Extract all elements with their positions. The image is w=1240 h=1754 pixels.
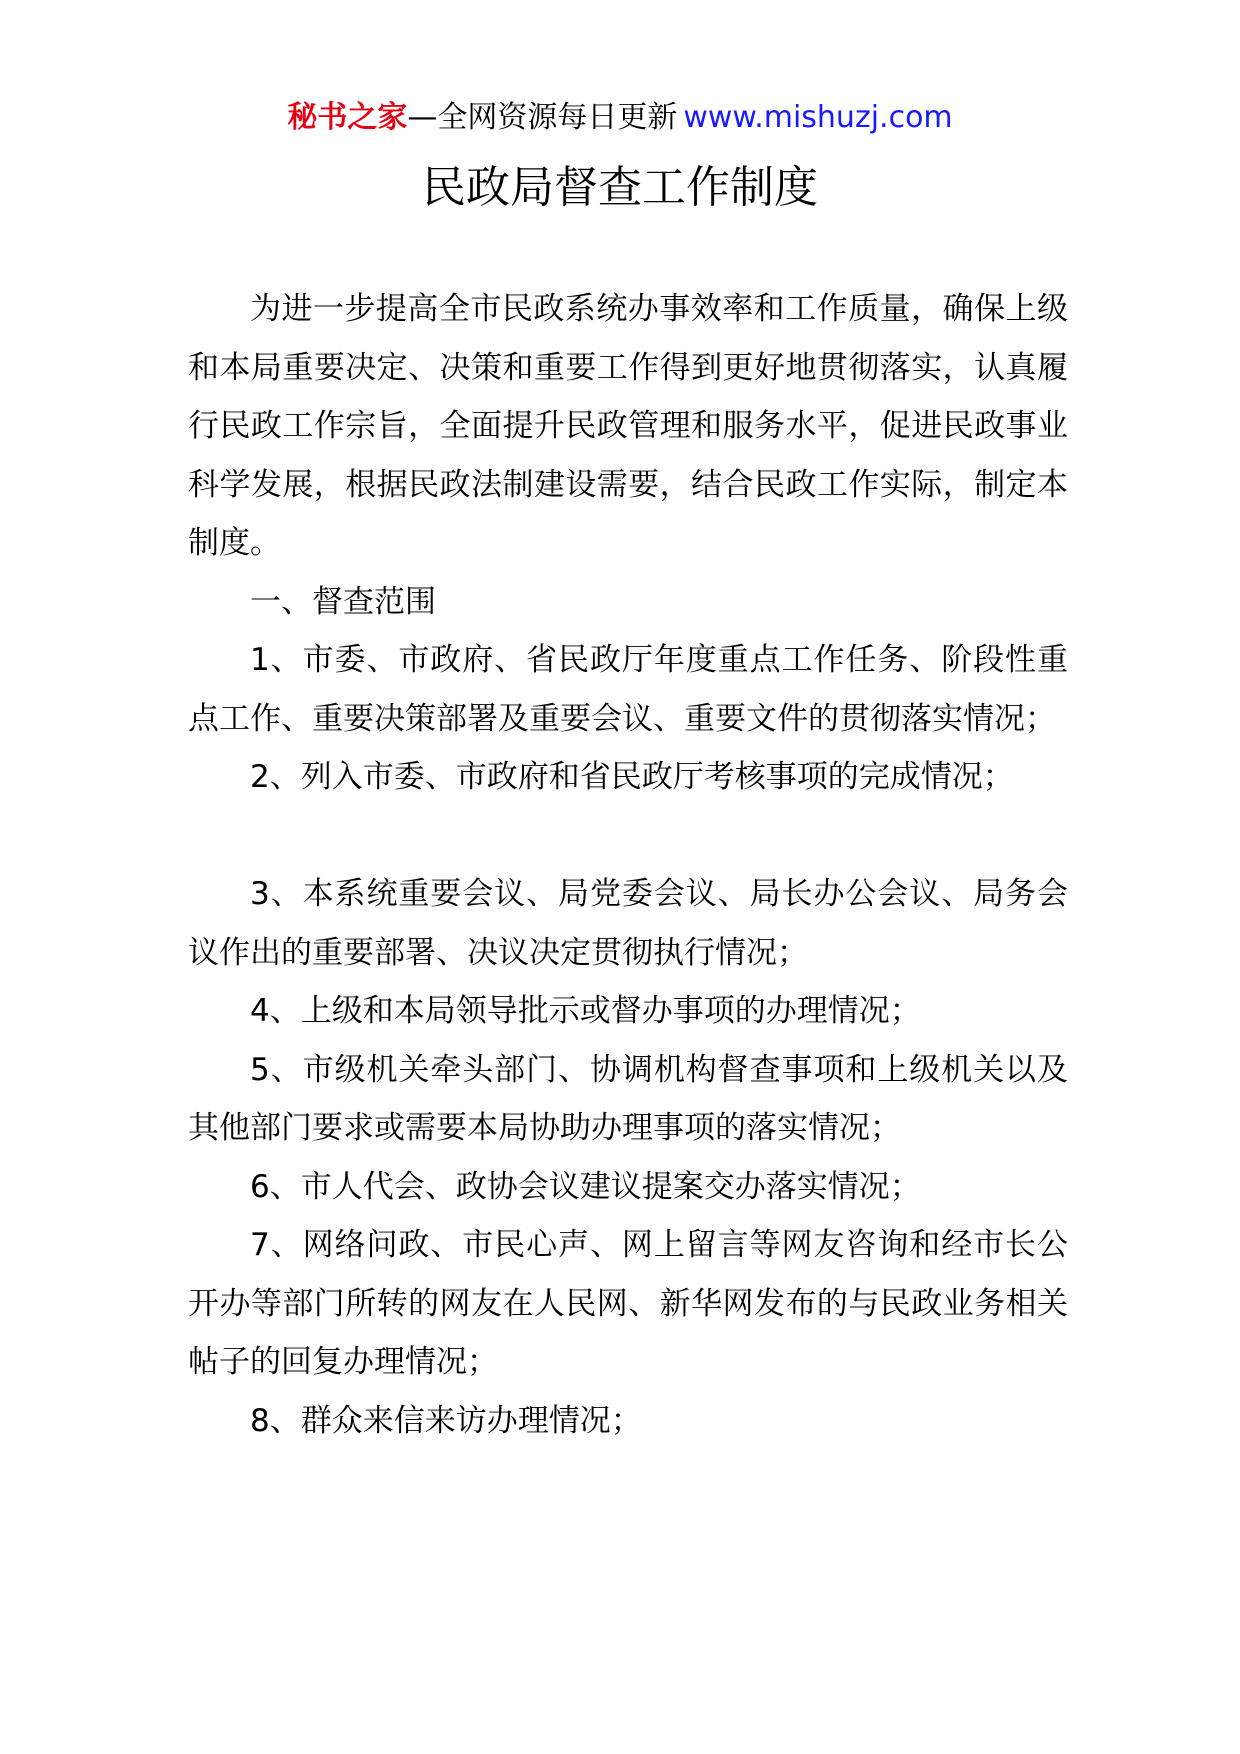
document-title: 民政局督查工作制度 — [422, 162, 818, 213]
intro-paragraph: 为进一步提高全市民政系统办事效率和工作质量，确保上级和本局重要决定、决策和重要工作得到更好地贯彻落实，认真履行民政工作宗旨，全面提升民政管理和服务水平，促进民政事业科学发展，根据民政法制建设需要，结合民政工作实际，制定本制度。 — [188, 291, 1068, 561]
brand-name: 秘书之家 — [287, 100, 408, 135]
document-body — [188, 280, 1068, 1450]
section-heading-scope: 一、督查范围 — [250, 583, 436, 620]
site-header — [0, 98, 1240, 138]
scope-item-7: 7、网络问政、市民心声、网上留言等网友咨询和经市长公开办等部门所转的网友在人民网、新华网发布的与民政业务相关帖子的回复办理情况； — [188, 1227, 1068, 1380]
scope-item-8: 8、群众来信来访办理情况； — [250, 1402, 642, 1439]
scope-item-5: 5、市级机关牵头部门、协调机构督查事项和上级机关以及其他部门要求或需要本局协助办理事项的落实情况； — [188, 1051, 1068, 1146]
scope-item-1: 1、市委、市政府、省民政厅年度重点工作任务、阶段性重点工作、重要决策部署及重要会议、重要文件的贯彻落实情况； — [188, 642, 1068, 737]
scope-item-4: 4、上级和本局领导批示或督办事项的办理情况； — [250, 993, 921, 1029]
scope-item-3: 3、本系统重要会议、局党委会议、局长办公会议、局务会议作出的重要部署、决议决定贯彻执行情况； — [188, 876, 1068, 971]
scope-item-6: 6、市人代会、政协会议建议提案交办落实情况； — [250, 1168, 921, 1205]
site-url-link[interactable]: www.mishuzj.com — [683, 100, 953, 135]
site-slogan: —全网资源每日更新 — [407, 100, 678, 135]
scope-item-2: 2、列入市委、市政府和省民政厅考核事项的完成情况； — [250, 759, 1014, 795]
